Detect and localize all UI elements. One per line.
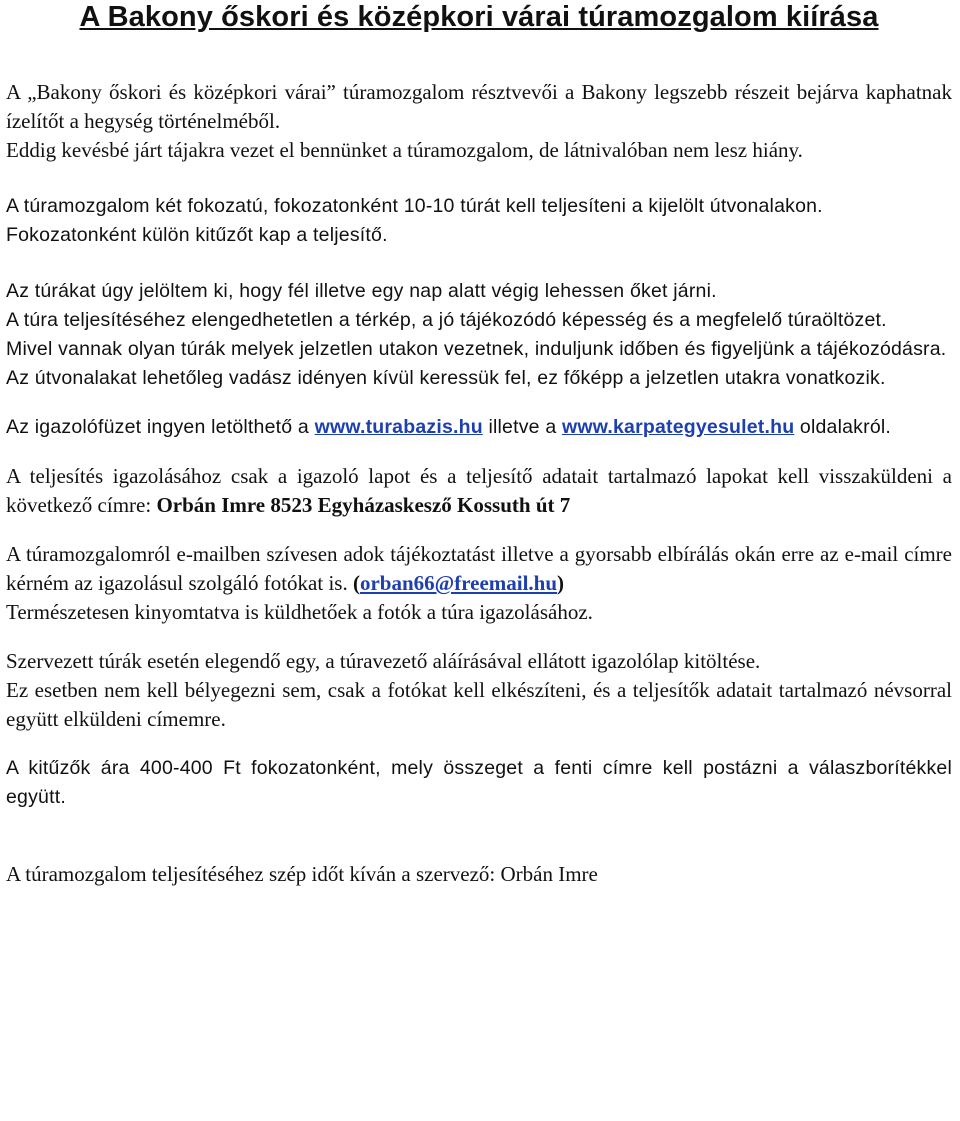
turabazis-link[interactable]: www.turabazis.hu — [314, 416, 483, 438]
booklet-text-before: Az igazolófüzet ingyen letölthető a — [6, 416, 315, 438]
booklet-text-middle: illetve a — [482, 416, 562, 438]
email-paragraph — [6, 540, 952, 598]
karpategyesulet-link[interactable]: www.karpategyesulet.hu — [561, 416, 795, 438]
email-paren-open: ( — [352, 571, 360, 595]
proof-text: A teljesítés igazolásához csak a igazoló lapot és a teljesítő adatait tartalmazó lapokat kell visszaküldeni a következő címre: — [6, 464, 952, 517]
organized-paragraph-1: Szervezett túrák esetén elegendő egy, a túravezető aláírásával ellátott igazolólap kitöltése. — [6, 649, 761, 673]
proof-paragraph — [6, 462, 952, 520]
booklet-text-after: oldalakról. — [794, 416, 892, 438]
email-paren-close: ) — [557, 571, 565, 595]
levels-paragraph-2: Fokozatonként külön kitűzőt kap a teljesítő. — [6, 224, 388, 246]
levels-paragraph-1: A túramozgalom két fokozatú, fokozatonként 10-10 túrát kell teljesíteni a kijelölt útvonalakon. — [6, 195, 823, 217]
tours-paragraph-3: Mivel vannak olyan túrák melyek jelzetlen utakon vezetnek, induljunk időben és figyeljünk a tájékozódásra. — [6, 338, 947, 360]
tours-paragraph-4: Az útvonalakat lehetőleg vadász idényen kívül keressük fel, ez főképp a jelzetlen utakra vonatkozik. — [6, 367, 886, 389]
email-link[interactable]: orban66@freemail.hu — [359, 571, 558, 595]
tours-paragraph-1: Az túrákat úgy jelöltem ki, hogy fél illetve egy nap alatt végig lehessen őket járni. — [6, 280, 717, 302]
price-paragraph: A kitűzők ára 400-400 Ft fokozatonként, mely összeget a fenti címre kell postázni a válaszborítékkel együtt. — [6, 757, 952, 808]
intro-paragraph-2: Eddig kevésbé járt tájakra vezet el bennünket a túramozgalom, de látnivalóban nem lesz hiány. — [6, 138, 803, 162]
intro-paragraph-1: A „Bakony őskori és középkori várai” túramozgalom résztvevői a Bakony legszebb részeit bejárva kaphatnak ízelítőt a hegység történelméből. — [6, 80, 952, 133]
closing-line: A túramozgalom teljesítéséhez szép időt kíván a szervező: Orbán Imre — [6, 862, 598, 886]
booklet-paragraph — [6, 413, 952, 442]
email-text: A túramozgalomról e-mailben szívesen adok tájékoztatást illetve a gyorsabb elbírálás okán erre az e-mail címre kérném az igazolásul szolgáló fotókat is. — [6, 542, 952, 595]
email-paragraph-2: Természetesen kinyomtatva is küldhetőek a fotók a túra igazolásához. — [6, 600, 593, 624]
mailing-address: Orbán Imre 8523 Egyházaskesző Kossuth út 7 — [156, 493, 571, 517]
tours-paragraph-2: A túra teljesítéséhez elengedhetetlen a térkép, a jó tájékozódó képesség és a megfelelő túraöltözet. — [6, 309, 887, 331]
organized-paragraph-2: Ez esetben nem kell bélyegezni sem, csak a fotókat kell elkészíteni, és a teljesítők adatait tartalmazó névsorral együtt elküldeni címemre. — [6, 678, 952, 731]
page-title: A Bakony őskori és középkori várai túramozgalom kiírása — [79, 1, 879, 33]
